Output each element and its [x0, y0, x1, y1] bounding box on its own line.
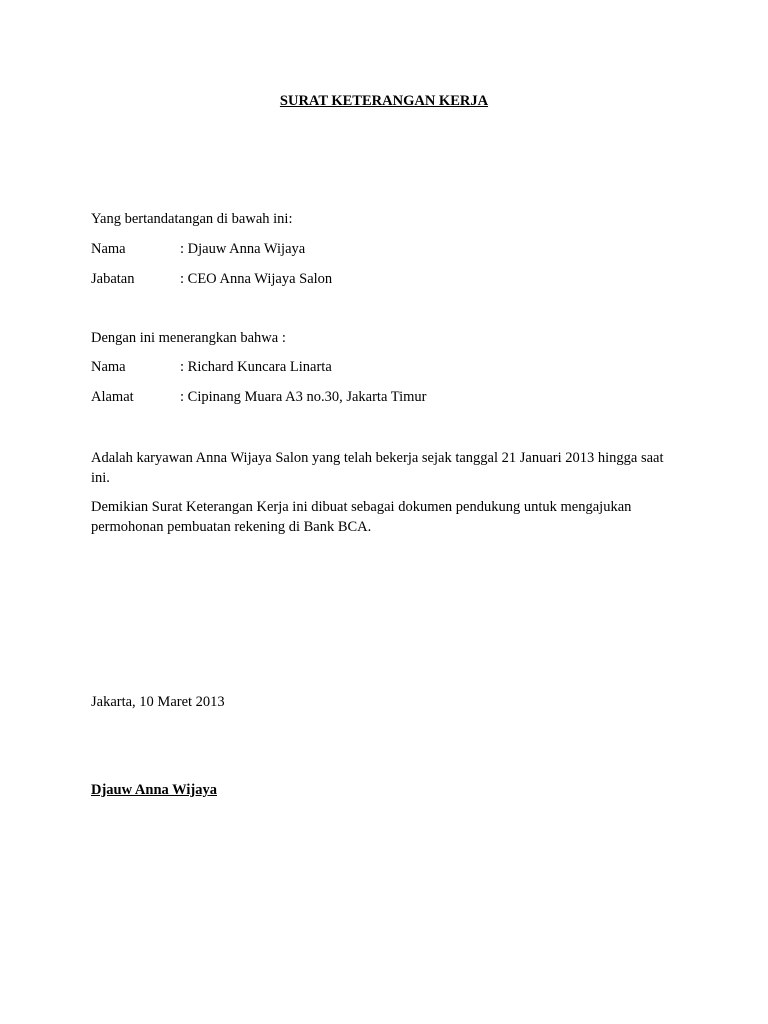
signer-name-value: : Djauw Anna Wijaya — [180, 241, 306, 257]
signer-position-value: : CEO Anna Wijaya Salon — [180, 271, 333, 287]
signer-name-label: Nama — [91, 241, 126, 257]
employee-address-row — [91, 389, 427, 406]
employee-name-value: : Richard Kuncara Linarta — [180, 359, 332, 375]
signer-position-row — [91, 271, 332, 288]
document-title: SURAT KETERANGAN KERJA — [279, 93, 489, 109]
employment-paragraph: Adalah karyawan Anna Wijaya Salon yang telah bekerja sejak tanggal 21 Januari 2013 hingga saat ini. — [91, 450, 664, 486]
place-date: Jakarta, 10 Maret 2013 — [91, 694, 225, 710]
intro-text: Yang bertandatangan di bawah ini: — [91, 211, 293, 227]
signature-name: Djauw Anna Wijaya — [91, 782, 217, 798]
employee-name-label: Nama — [91, 359, 126, 375]
employee-address-label: Alamat — [91, 389, 134, 405]
signer-name-row — [91, 241, 305, 258]
closing-paragraph: Demikian Surat Keterangan Kerja ini dibuat sebagai dokumen pendukung untuk mengajukan permohonan pembuatan rekening di Bank BCA. — [91, 499, 632, 535]
signer-position-label: Jabatan — [91, 271, 135, 287]
employee-address-value: : Cipinang Muara A3 no.30, Jakarta Timur — [180, 389, 427, 405]
employee-name-row — [91, 359, 332, 376]
statement-text: Dengan ini menerangkan bahwa : — [91, 330, 286, 346]
